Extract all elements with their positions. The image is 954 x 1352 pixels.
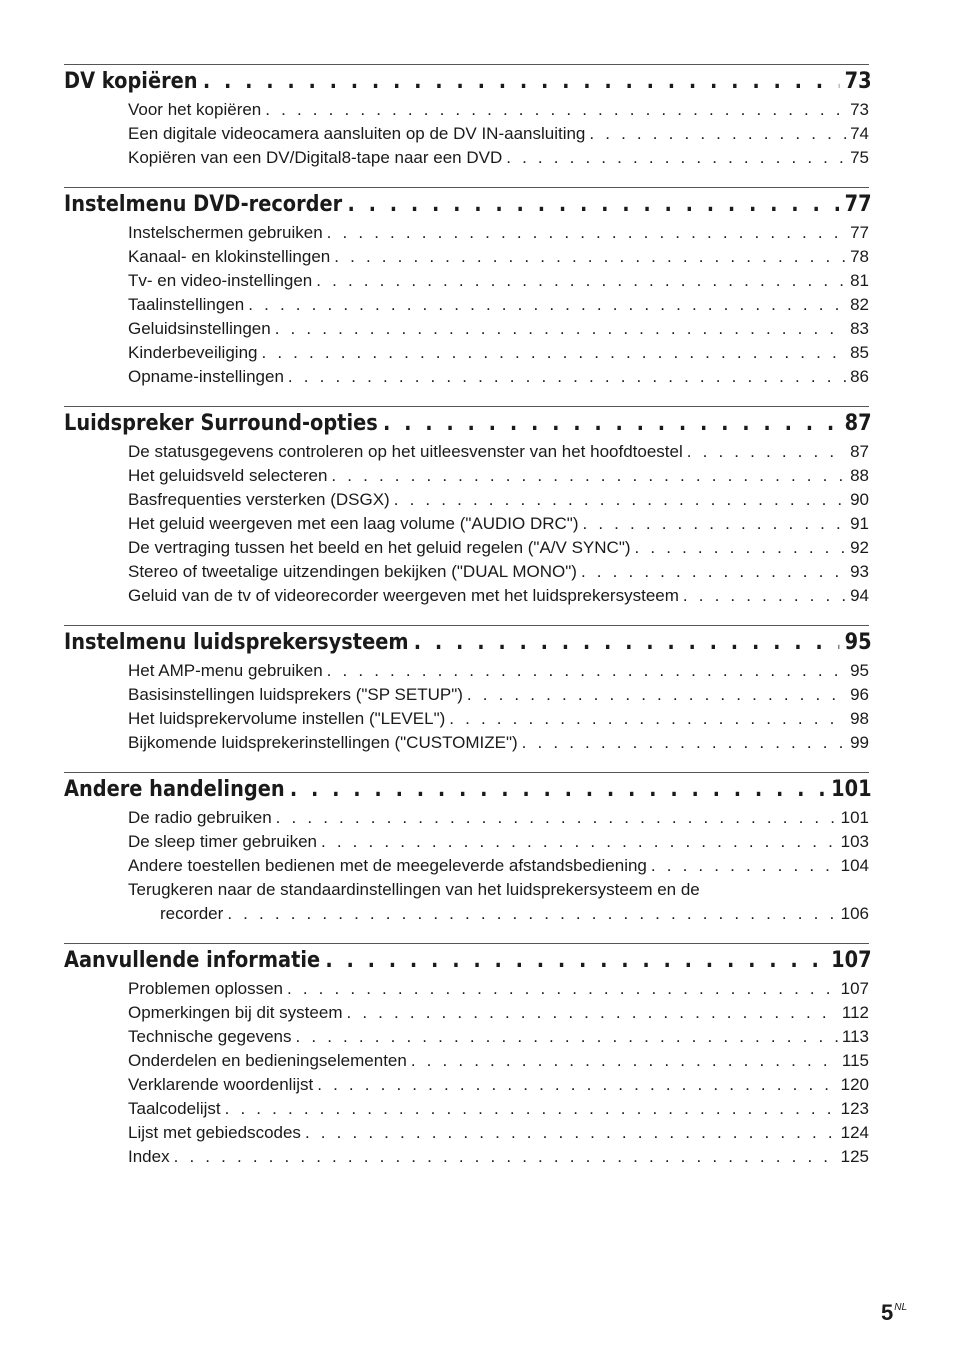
toc-entry[interactable] — [128, 221, 869, 245]
toc-entry[interactable] — [128, 1001, 869, 1025]
toc-entry-page: 104 — [840, 856, 869, 875]
toc-entry[interactable] — [128, 1097, 869, 1121]
dot-leader — [589, 122, 846, 146]
toc-entry[interactable] — [128, 560, 869, 584]
section-title: Andere handelingen — [64, 777, 285, 802]
section-title: Instelmenu luidsprekersysteem — [64, 630, 409, 655]
toc-entry-page: 96 — [850, 685, 869, 704]
section-heading[interactable] — [64, 189, 872, 221]
toc-entry-page: 124 — [840, 1123, 869, 1142]
dot-leader — [305, 1121, 837, 1145]
toc-entry-title: Taalcodelijst — [128, 1099, 221, 1118]
section-title: Luidspreker Surround-opties — [64, 411, 378, 436]
toc-entry-page: 120 — [840, 1075, 869, 1094]
dot-leader — [317, 1073, 836, 1097]
toc-entry-page: 106 — [840, 904, 869, 923]
toc-entry-page: 83 — [850, 319, 869, 338]
entry-list — [64, 659, 869, 755]
toc-section — [64, 772, 872, 926]
dot-leader — [411, 1049, 838, 1073]
dot-leader — [203, 66, 840, 98]
toc-entry[interactable] — [128, 731, 869, 755]
toc-entry-title: Het geluidsveld selecteren — [128, 466, 328, 485]
dot-leader — [248, 293, 846, 317]
toc-entry-page: 113 — [841, 1027, 869, 1046]
dot-leader — [227, 902, 836, 926]
dot-leader — [635, 536, 847, 560]
toc-entry-title: Kinderbeveiliging — [128, 343, 258, 362]
toc-section — [64, 406, 872, 608]
section-heading[interactable] — [64, 774, 872, 806]
section-title: DV kopiëren — [64, 69, 198, 94]
toc-entry[interactable] — [128, 683, 869, 707]
toc-entry[interactable] — [128, 830, 869, 854]
dot-leader — [287, 977, 837, 1001]
dot-leader — [316, 269, 846, 293]
toc-entry-title: Technische gegevens — [128, 1027, 292, 1046]
page-number-value: 5 — [881, 1300, 894, 1325]
dot-leader — [265, 98, 846, 122]
dot-leader — [276, 806, 837, 830]
section-page: 101 — [831, 777, 872, 802]
toc-entry-page: 75 — [850, 148, 869, 167]
toc-entry-title: Taalinstellingen — [128, 295, 245, 314]
toc-entry-page: 88 — [850, 466, 869, 485]
toc-entry-page: 92 — [850, 538, 869, 557]
section-page: 95 — [844, 630, 872, 655]
toc-entry[interactable] — [128, 464, 869, 488]
toc-entry-title: Geluid van de tv of videorecorder weergeven met het luidsprekersysteem — [128, 586, 679, 605]
toc-entry[interactable] — [128, 659, 869, 683]
toc-entry-title: Andere toestellen bedienen met de meegeleverde afstandsbediening — [128, 856, 647, 875]
toc-entry-title: Het geluid weergeven met een laag volume ("AUDIO DRC") — [128, 514, 579, 533]
toc-entry-page: 125 — [840, 1147, 869, 1166]
dot-leader — [334, 245, 846, 269]
toc-section — [64, 187, 872, 389]
toc-entry-title: Tv- en video-instellingen — [128, 271, 313, 290]
toc-entry-title: Een digitale videocamera aansluiten op de DV IN-aansluiting — [128, 124, 586, 143]
dot-leader — [346, 1001, 837, 1025]
toc-entry-title: Stereo of tweetalige uitzendingen bekijken ("DUAL MONO") — [128, 562, 577, 581]
dot-leader — [290, 774, 826, 806]
dot-leader — [321, 830, 837, 854]
section-page: 107 — [831, 948, 872, 973]
section-page: 77 — [844, 192, 872, 217]
toc-entry[interactable] — [128, 854, 869, 878]
toc-entry-page: 101 — [840, 808, 869, 827]
dot-leader — [506, 146, 846, 170]
toc-entry-title: Basfrequenties versterken (DSGX) — [128, 490, 390, 509]
toc-section — [64, 64, 872, 170]
toc-entry-page: 94 — [850, 586, 869, 605]
toc-entry-title: De radio gebruiken — [128, 808, 272, 827]
toc-entry-title[interactable]: Terugkeren naar de standaardinstellingen van het luidsprekersysteem en de — [128, 880, 700, 899]
toc-entry[interactable] — [128, 1025, 869, 1049]
toc-entry[interactable] — [128, 341, 869, 365]
entry-list — [64, 806, 869, 926]
toc-section — [64, 943, 872, 1169]
dot-leader — [582, 512, 846, 536]
dot-leader — [331, 464, 846, 488]
toc-entry-page: 115 — [841, 1051, 869, 1070]
dot-leader — [225, 1097, 837, 1121]
dot-leader — [522, 731, 846, 755]
toc-entry[interactable] — [128, 317, 869, 341]
toc-entry-page: 103 — [840, 832, 869, 851]
page-number — [881, 1300, 907, 1326]
toc-entry-title: Kanaal- en klokinstellingen — [128, 247, 331, 266]
section-heading[interactable] — [64, 945, 872, 977]
dot-leader — [327, 221, 846, 245]
section-heading[interactable] — [64, 66, 872, 98]
dot-leader — [467, 683, 846, 707]
toc-entry-title: De vertraging tussen het beeld en het geluid regelen ("A/V SYNC") — [128, 538, 631, 557]
toc-entry[interactable] — [128, 1049, 869, 1073]
dot-leader — [394, 488, 846, 512]
toc-entry-continuation: recorder — [160, 904, 224, 923]
toc-entry-page: 87 — [850, 442, 869, 461]
language-code: NL — [894, 1302, 908, 1313]
toc-entry-page: 85 — [850, 343, 869, 362]
toc-entry[interactable] — [128, 440, 869, 464]
dot-leader — [275, 317, 846, 341]
toc-entry-page: 73 — [850, 100, 869, 119]
toc-entry[interactable] — [128, 707, 869, 731]
toc-entry-title: Problemen oplossen — [128, 979, 283, 998]
toc-entry[interactable] — [128, 365, 869, 389]
toc-entry-page: 86 — [850, 367, 869, 386]
toc-entry-title: Het AMP-menu gebruiken — [128, 661, 323, 680]
entry-list — [64, 221, 869, 389]
dot-leader — [581, 560, 846, 584]
toc-entry[interactable] — [128, 1145, 869, 1169]
toc-entry[interactable] — [128, 269, 869, 293]
toc-entry[interactable] — [128, 245, 869, 269]
toc-entry-page: 98 — [850, 709, 869, 728]
toc-entry-title: Opname-instellingen — [128, 367, 284, 386]
toc-entry-page: 112 — [841, 1003, 869, 1022]
dot-leader — [683, 584, 846, 608]
dot-leader — [296, 1025, 838, 1049]
toc-entry-page: 93 — [850, 562, 869, 581]
toc-entry[interactable] — [128, 1121, 869, 1145]
toc-entry-title: Instelschermen gebruiken — [128, 223, 323, 242]
toc-entry[interactable] — [128, 584, 869, 608]
dot-leader — [174, 1145, 837, 1169]
toc-entry-page: 81 — [850, 271, 869, 290]
toc-entry-title: Lijst met gebiedscodes — [128, 1123, 301, 1142]
section-page: 73 — [844, 69, 872, 94]
toc-entry-title: Onderdelen en bedieningselementen — [128, 1051, 407, 1070]
table-of-contents — [64, 64, 872, 1169]
toc-entry[interactable] — [128, 488, 869, 512]
section-heading[interactable] — [64, 408, 872, 440]
toc-entry-page: 82 — [850, 295, 869, 314]
dot-leader — [327, 659, 846, 683]
dot-leader — [325, 945, 825, 977]
dot-leader — [449, 707, 846, 731]
toc-entry-title: Basisinstellingen luidsprekers ("SP SETUP") — [128, 685, 463, 704]
toc-entry[interactable] — [128, 977, 869, 1001]
section-title: Instelmenu DVD-recorder — [64, 192, 343, 217]
toc-entry-page: 77 — [850, 223, 869, 242]
section-page: 87 — [844, 411, 872, 436]
entry-list — [64, 98, 869, 170]
toc-entry-page: 107 — [840, 979, 869, 998]
section-heading[interactable] — [64, 627, 872, 659]
toc-entry[interactable] — [128, 293, 869, 317]
toc-entry-title: Geluidsinstellingen — [128, 319, 271, 338]
dot-leader — [414, 627, 840, 659]
toc-entry-page: 123 — [840, 1099, 869, 1118]
toc-entry[interactable] — [128, 902, 869, 926]
toc-entry-title: Het luidsprekervolume instellen ("LEVEL") — [128, 709, 446, 728]
dot-leader — [651, 854, 837, 878]
toc-entry-page: 95 — [850, 661, 869, 680]
toc-entry-page: 99 — [850, 733, 869, 752]
section-title: Aanvullende informatie — [64, 948, 321, 973]
toc-entry-title: De sleep timer gebruiken — [128, 832, 317, 851]
toc-entry-page: 91 — [850, 514, 869, 533]
toc-entry[interactable] — [128, 1073, 869, 1097]
toc-entry-title: Bijkomende luidsprekerinstellingen ("CUSTOMIZE") — [128, 733, 518, 752]
toc-entry-title: Index — [128, 1147, 170, 1166]
toc-section — [64, 625, 872, 755]
toc-entry[interactable] — [128, 512, 869, 536]
toc-entry-title: Kopiëren van een DV/Digital8-tape naar een DVD — [128, 148, 503, 167]
toc-entry[interactable] — [128, 806, 869, 830]
dot-leader — [687, 440, 846, 464]
toc-entry[interactable] — [128, 122, 869, 146]
entry-list — [64, 440, 869, 608]
toc-entry[interactable] — [128, 146, 869, 170]
dot-leader — [288, 365, 846, 389]
toc-entry-title: Opmerkingen bij dit systeem — [128, 1003, 343, 1022]
entry-list — [64, 977, 869, 1169]
toc-entry[interactable] — [128, 98, 869, 122]
toc-entry-title: Voor het kopiëren — [128, 100, 262, 119]
dot-leader — [383, 408, 839, 440]
dot-leader — [261, 341, 846, 365]
toc-entry-title: De statusgegevens controleren op het uitleesvenster van het hoofdtoestel — [128, 442, 683, 461]
toc-entry-page: 90 — [850, 490, 869, 509]
dot-leader — [347, 189, 839, 221]
toc-entry-page: 74 — [850, 124, 869, 143]
toc-entry-title: Verklarende woordenlijst — [128, 1075, 314, 1094]
toc-entry-page: 78 — [850, 247, 869, 266]
toc-entry[interactable] — [128, 536, 869, 560]
